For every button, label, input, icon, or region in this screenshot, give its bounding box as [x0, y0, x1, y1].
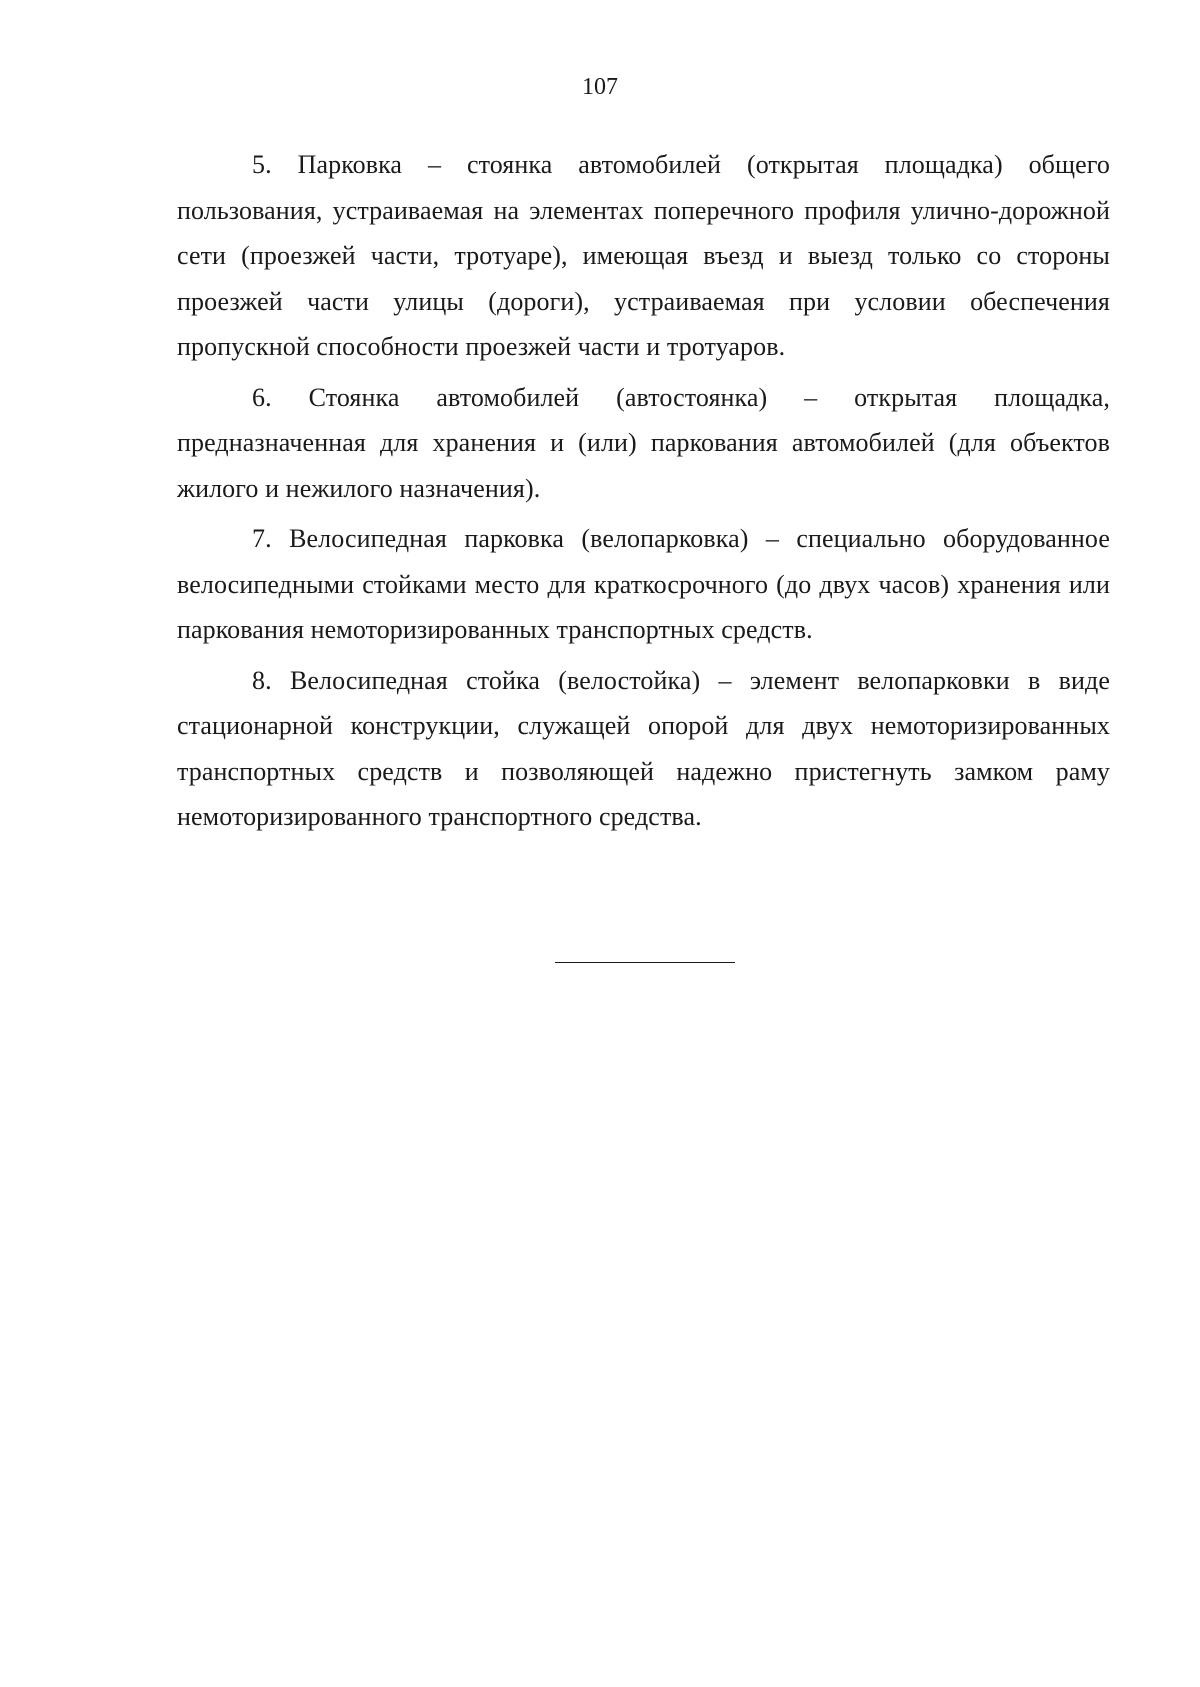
paragraph-8: 8. Велосипедная стойка (велостойка) – элемент велопарковки в виде стационарной конструкции, служащей опорой для двух немоторизированных транспортных средств и позволяющей надежно пристегнуть замком раму немоторизированного транспортного средства.: [177, 665, 1110, 831]
paragraph-6: 6. Стоянка автомобилей (автостоянка) – открытая площадка, предназначенная для хранения и (или) паркования автомобилей (для объектов жилого и нежилого назначения).: [177, 382, 1110, 503]
end-of-document-rule: [555, 962, 735, 963]
paragraph-7: 7. Велосипедная парковка (велопарковка) – специально оборудованное велосипедными стойками место для краткосрочного (до двух часов) хранения или паркования немоторизированных транспортных средств.: [177, 524, 1110, 644]
paragraph-5: 5. Парковка – стоянка автомобилей (открытая площадка) общего пользования, устраиваемая на элементах поперечного профиля улично-дорожной сети (проезжей части, тротуаре), имеющая въезд и выезд только со стороны проезжей части улицы (дороги), устраиваемая при условии обеспечения пропускной способности проезжей части и тротуаров.: [177, 150, 1110, 361]
page-number: 107: [582, 74, 618, 100]
document-body: [177, 142, 1110, 845]
